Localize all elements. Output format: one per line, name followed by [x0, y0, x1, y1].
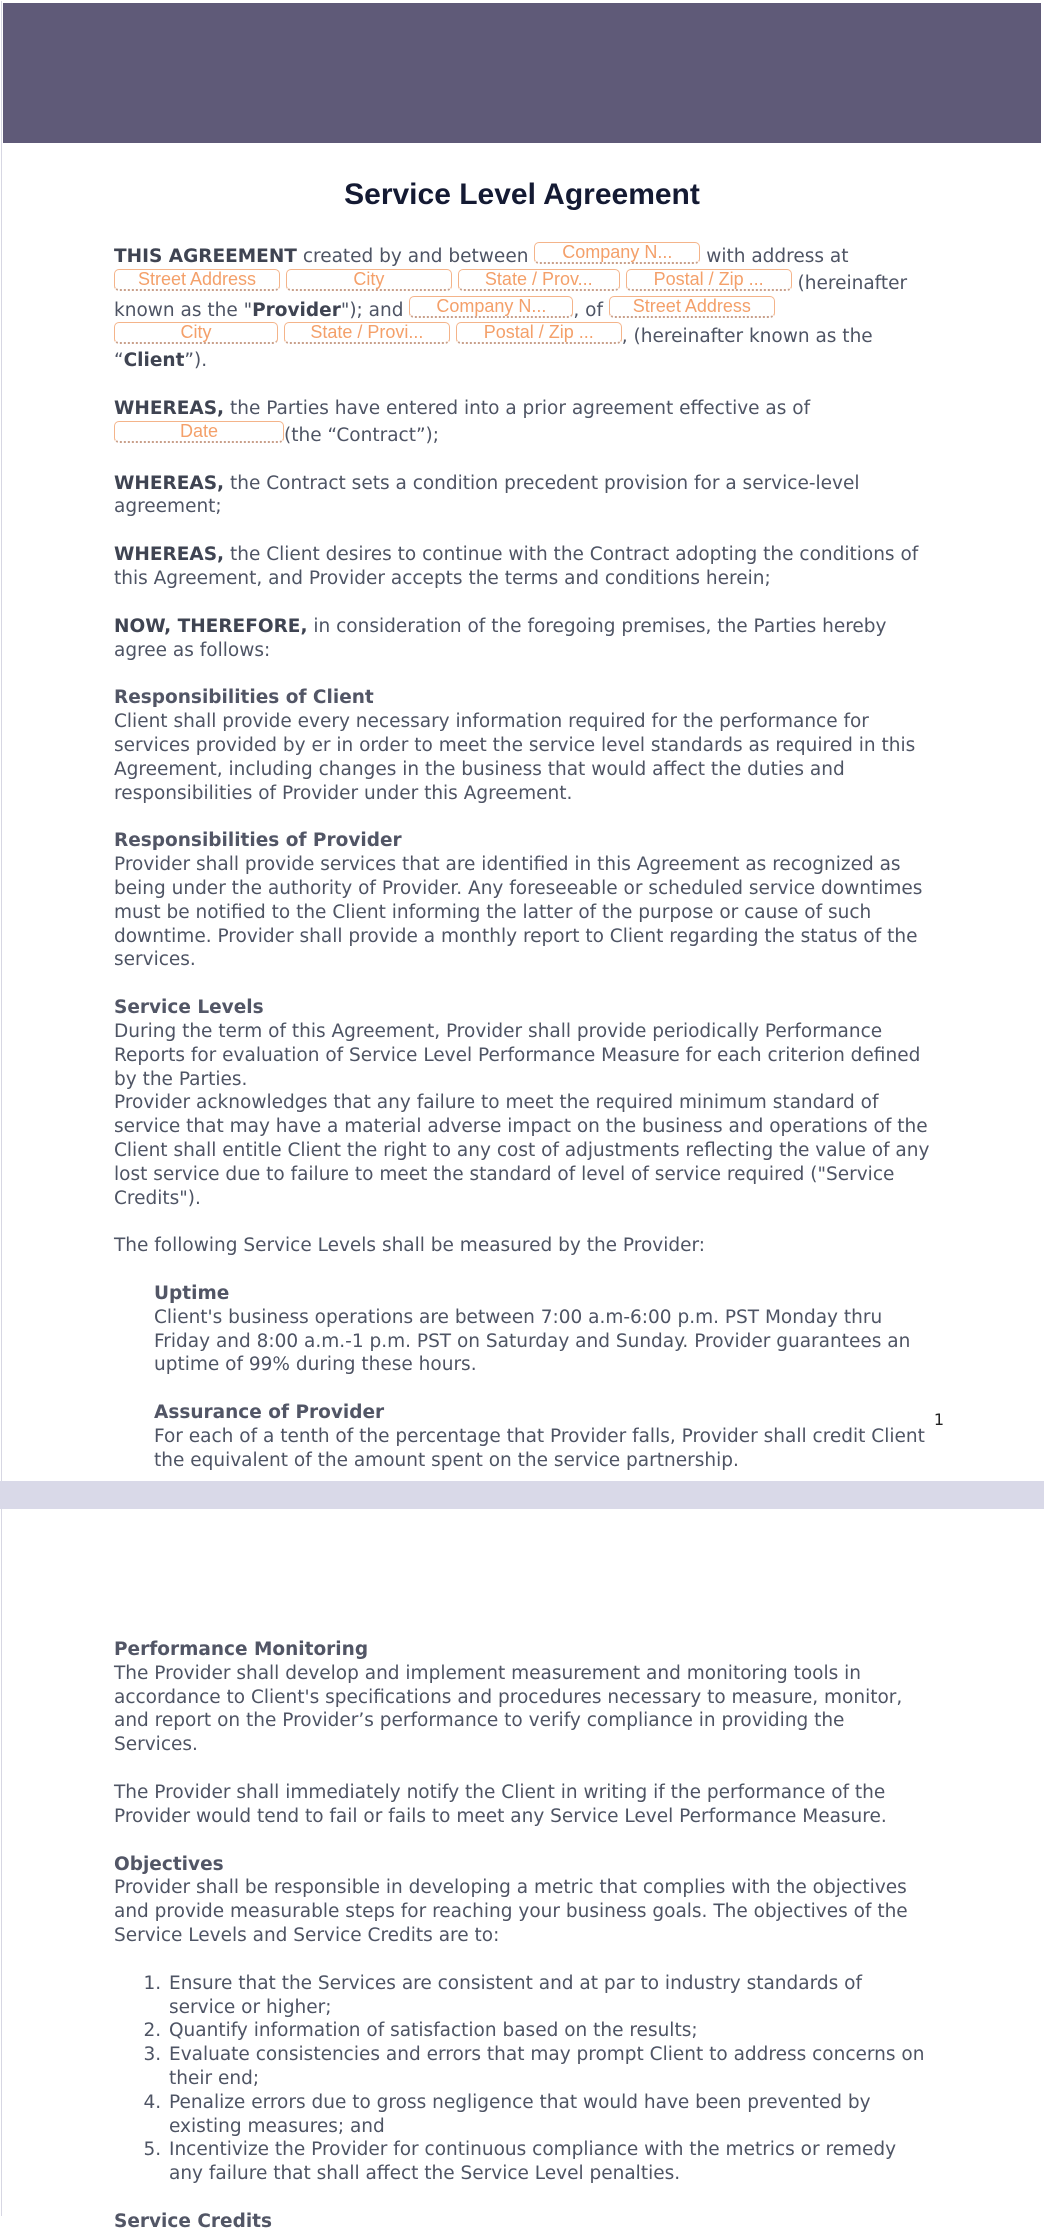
- page-number: 1: [933, 1410, 944, 1429]
- assurance-body: For each of a tenth of the percentage that Provider falls, Provider shall credit Client the equivalent of the amount spent on the service partnership.: [154, 1426, 925, 1471]
- uptime-heading: Uptime: [154, 1283, 230, 1305]
- city-field[interactable]: City: [286, 269, 452, 291]
- service-levels-body-2: Provider acknowledges that any failure to meet the required minimum standard of service that may have a material adverse impact on the business and operations of the Client shall entitle Client the right to any cost of adjustments reflecting the value of any lost service due to failure to meet the standard of level of service required ("Service Credits").: [114, 1092, 930, 1209]
- service-levels-heading: Service Levels: [114, 997, 264, 1019]
- list-item: 4. Penalize errors due to gross negligence that would have been prevented by existing measures; and: [167, 2091, 934, 2139]
- assurance-heading: Assurance of Provider: [154, 1402, 385, 1424]
- objectives-body: Provider shall be responsible in developing a metric that complies with the objectives and provide measurable steps for reaching your business goals. The objectives of the Service Levels and Service Credits are to:: [114, 1877, 908, 1946]
- page-1-content: [114, 242, 934, 1473]
- list-item: 1. Ensure that the Services are consistent and at par to industry standards of service or higher;: [167, 1972, 934, 2020]
- street-address-field[interactable]: Street Address: [114, 269, 280, 291]
- client-street-address-field[interactable]: Street Address: [609, 296, 775, 318]
- whereas-2: WHEREAS, the Contract sets a condition precedent provision for a service-level agreement;: [114, 472, 860, 518]
- responsibilities-provider-heading: Responsibilities of Provider: [114, 830, 402, 852]
- performance-monitoring-heading: Performance Monitoring: [114, 1639, 369, 1660]
- client-city-field[interactable]: City: [114, 322, 278, 344]
- client-company-name-field[interactable]: Company N...: [409, 296, 573, 318]
- service-levels-body-1: During the term of this Agreement, Provider shall provide periodically Performance Reports for evaluation of Service Level Performance Measure for each criterion defined by the Parties.: [114, 1020, 921, 1090]
- objectives-heading: Objectives: [114, 1853, 224, 1875]
- list-item: 5. Incentivize the Provider for continuous compliance with the metrics or remedy any failure that shall affect the Service Level penalties.: [167, 2138, 934, 2186]
- postal-field[interactable]: Postal / Zip ...: [626, 269, 792, 291]
- measured-intro: The following Service Levels shall be measured by the Provider:: [114, 1235, 706, 1257]
- uptime-block: [114, 1282, 934, 1473]
- whereas-1: WHEREAS, the Parties have entered into a prior agreement effective as of Date (the “Contract”);: [114, 397, 811, 446]
- page-separator: [0, 1481, 1044, 1509]
- uptime-body: Client's business operations are between 7:00 a.m-6:00 p.m. PST Monday thru Friday and 8:00 a.m.-1 p.m. PST on Saturday and Sunday. Provider guarantees an uptime of 99% during these hours.: [154, 1306, 911, 1376]
- now-therefore: NOW, THEREFORE, in consideration of the foregoing premises, the Parties hereby agree as follows:: [114, 615, 887, 661]
- page-2-content: [114, 1638, 934, 2234]
- whereas-3: WHEREAS, the Client desires to continue with the Contract adopting the conditions of this Agreement, and Provider accepts the terms and conditions herein;: [114, 544, 919, 589]
- responsibilities-provider-body: Provider shall provide services that are identified in this Agreement as recognized as being under the authority of Provider. Any foreseeable or scheduled service downtimes must be notified to the Client informing the latter of the purpose or cause of such downtime. Provider shall provide a monthly report to Client regarding the status of the services.: [114, 854, 923, 971]
- header-banner: [3, 3, 1041, 143]
- client-postal-field[interactable]: Postal / Zip ...: [456, 322, 622, 344]
- service-credits-heading: Service Credits: [114, 2210, 273, 2232]
- responsibilities-client-body: Client shall provide every necessary information required for the performance for services provided by er in order to meet the service level standards as required in this Agreement, including changes in the business that would affect the duties and responsibilities of Provider under this Agreement.: [114, 711, 916, 804]
- list-item: 3. Evaluate consistencies and errors that may prompt Client to address concerns on their end;: [167, 2043, 934, 2091]
- responsibilities-client-heading: Responsibilities of Client: [114, 687, 374, 709]
- date-field[interactable]: Date: [114, 421, 284, 443]
- document-title: Service Level Agreement: [344, 178, 700, 211]
- this-agreement-label: THIS AGREEMENT: [114, 246, 297, 267]
- state-field[interactable]: State / Prov...: [458, 269, 620, 291]
- performance-monitoring-body-2: The Provider shall immediately notify the Client in writing if the performance of the Provider would tend to fail or fails to meet any Service Level Performance Measure.: [114, 1781, 887, 1827]
- company-name-field[interactable]: Company N...: [534, 242, 700, 264]
- performance-monitoring-body-1: The Provider shall develop and implement measurement and monitoring tools in accordance to Client's specifications and procedures necessary to measure, monitor, and report on the Provider’s performance to verify compliance in providing the Services.: [114, 1662, 903, 1756]
- list-item: 2. Quantify information of satisfaction based on the results;: [167, 2019, 934, 2043]
- objectives-list: [114, 1972, 934, 2186]
- client-state-field[interactable]: State / Provi...: [284, 322, 450, 344]
- intro-paragraph: THIS AGREEMENT created by and between Company N... with address at Street Address City State / Prov... Postal / Zip ... (hereinafter known as the "Provider"); and Company N... , of Street Address City State / Provi... Postal / Zip ... , (hereinafter known as the “Client”).: [114, 242, 908, 372]
